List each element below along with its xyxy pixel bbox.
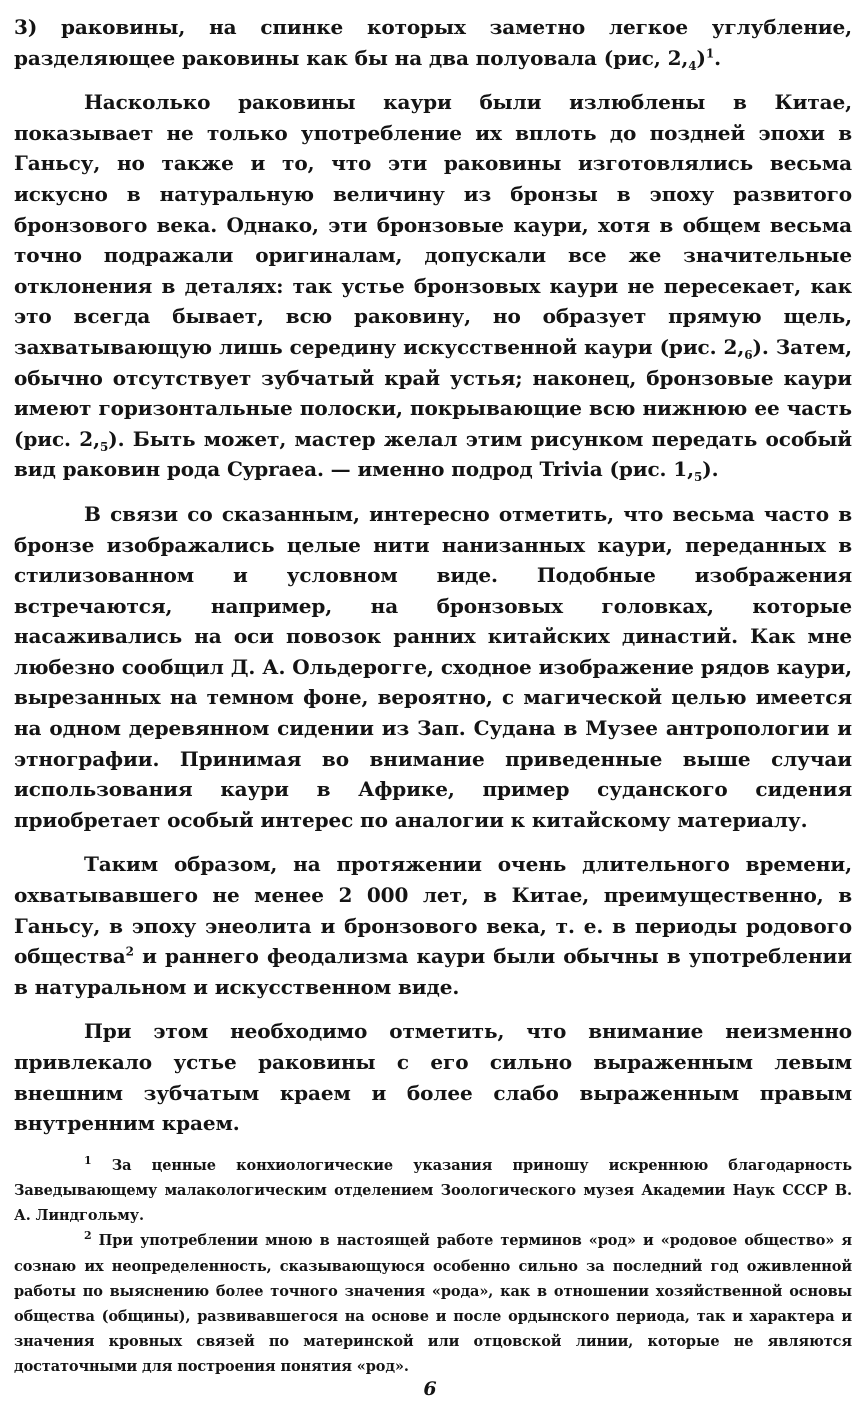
paragraph-2-text: Насколько раковины каури были излюблены в Китае, показывает не только употребление их вплоть до поздней эпохи в Ганьсу, но также и то, что эти раковины изготовлялись весьма искусно в натуральную величину из бронзы в эпоху развитого бронзового века. Однако, эти бронзовые каури, хотя в общем весьма точно подражали оригиналам, допускали все же значительные отклонения в деталях: так устье бронзовых каури не пересекает, как это всегда бывает, всю раковину, но образует прямую щель, захватывающую лишь середину искусственной каури (рис. 2, — [14, 90, 852, 359]
footnote-1 — [14, 1153, 852, 1229]
footnote-ref-1: 1 — [705, 45, 715, 60]
paragraph-2-text-c: ). Быть может, мастер желал этим рисунком передать особый вид раковин рода Cypraea. — именно подрод Trivia (рис. 1, — [14, 426, 853, 482]
figure-subscript: 5 — [693, 470, 703, 485]
figure-subscript: 6 — [744, 347, 753, 362]
paragraph-1-text: 3) раковины, на спинке которых заметно легкое углубление, разделяющее раковины как бы на два полуовала (рис, 2, — [14, 15, 852, 70]
page-body — [14, 12, 852, 1380]
paragraph-4 — [14, 849, 852, 1002]
paragraph-3: В связи со сказанным, интересно отметить, что весьма часто в бронзе изображались целые нити нанизанных каури, переданных в стилизованном и условном виде. Подобные изображения встречаются, например, на бронзовых головках, которые насаживались на оси повозок ранних китайских династий. Как мне любезно сообщил Д. А. Ольдерогге, сходное изображение рядов каури, вырезанных на темном фоне, вероятно, с магической целью имеется на одном деревянном сидении из Зап. Судана в Музее антропологии и этнографии. Принимая во внимание приведенные выше случаи использования каури в Африке, пример суданского сидения приобретает особый интерес по аналогии к китайскому материалу. — [14, 501, 852, 832]
footnote-text: При употреблении мною в настоящей работе терминов «род» и «родовое общество» я сознаю их неопределенность, сказывающуюся особенно сильно за последний год оживленной работы по выяснению более точного значения «рода», как в отношении хозяйственной основы общества (общины), развивавшегося на основе и после ордынского периода, так и характера и значения кровных связей по материнской или отцовской линии, которые не являются достаточными для построения понятия «род». — [14, 1232, 852, 1376]
paragraph-2-text-d: ). — [702, 457, 719, 482]
figure-subscript: 4 — [688, 58, 697, 73]
paragraph-1 — [14, 12, 852, 73]
footnote-marker: 2 — [84, 1229, 92, 1243]
footnote-marker: 1 — [84, 1153, 92, 1167]
paragraph-1-text-close: ) — [696, 45, 706, 70]
paragraph-2 — [14, 87, 852, 485]
footnotes — [14, 1153, 852, 1380]
paragraph-5: При этом необходимо отметить, что внимание неизменно привлекало устье раковины с его сильно выраженным левым внешним зубчатым краем и более слабо выраженным правым внутренним краем. — [14, 1019, 852, 1136]
footnote-text: За ценные конхиологические указания приношу искреннюю благодарность Заведывающему малакологическим отделением Зоологического музея Академии Наук СССР В. А. Линдгольму. — [14, 1156, 852, 1225]
paragraph-1-text-end: . — [714, 45, 721, 70]
page-number: 6 — [423, 1378, 437, 1400]
paragraph-2-text-b: ). Затем, обычно отсутствует зубчатый край устья; наконец, бронзовые каури имеют горизонтальные полоски, покрывающие всю нижнюю ее часть (рис. 2, — [14, 334, 853, 451]
footnote-ref-2: 2 — [125, 944, 134, 959]
paragraph-4-text: Таким образом, на протяжении очень длительного времени, охватывавшего не менее 2 000 лет, в Китае, преимущественно, в Ганьсу, в эпоху энеолита и бронзового века, т. е. в периоды родового общества — [14, 852, 852, 969]
paragraph-4-text-b: и раннего феодализма каури были обычны в употреблении в натуральном и искусственном виде. — [14, 944, 852, 999]
figure-subscript: 5 — [99, 439, 109, 454]
footnote-2 — [14, 1228, 852, 1379]
